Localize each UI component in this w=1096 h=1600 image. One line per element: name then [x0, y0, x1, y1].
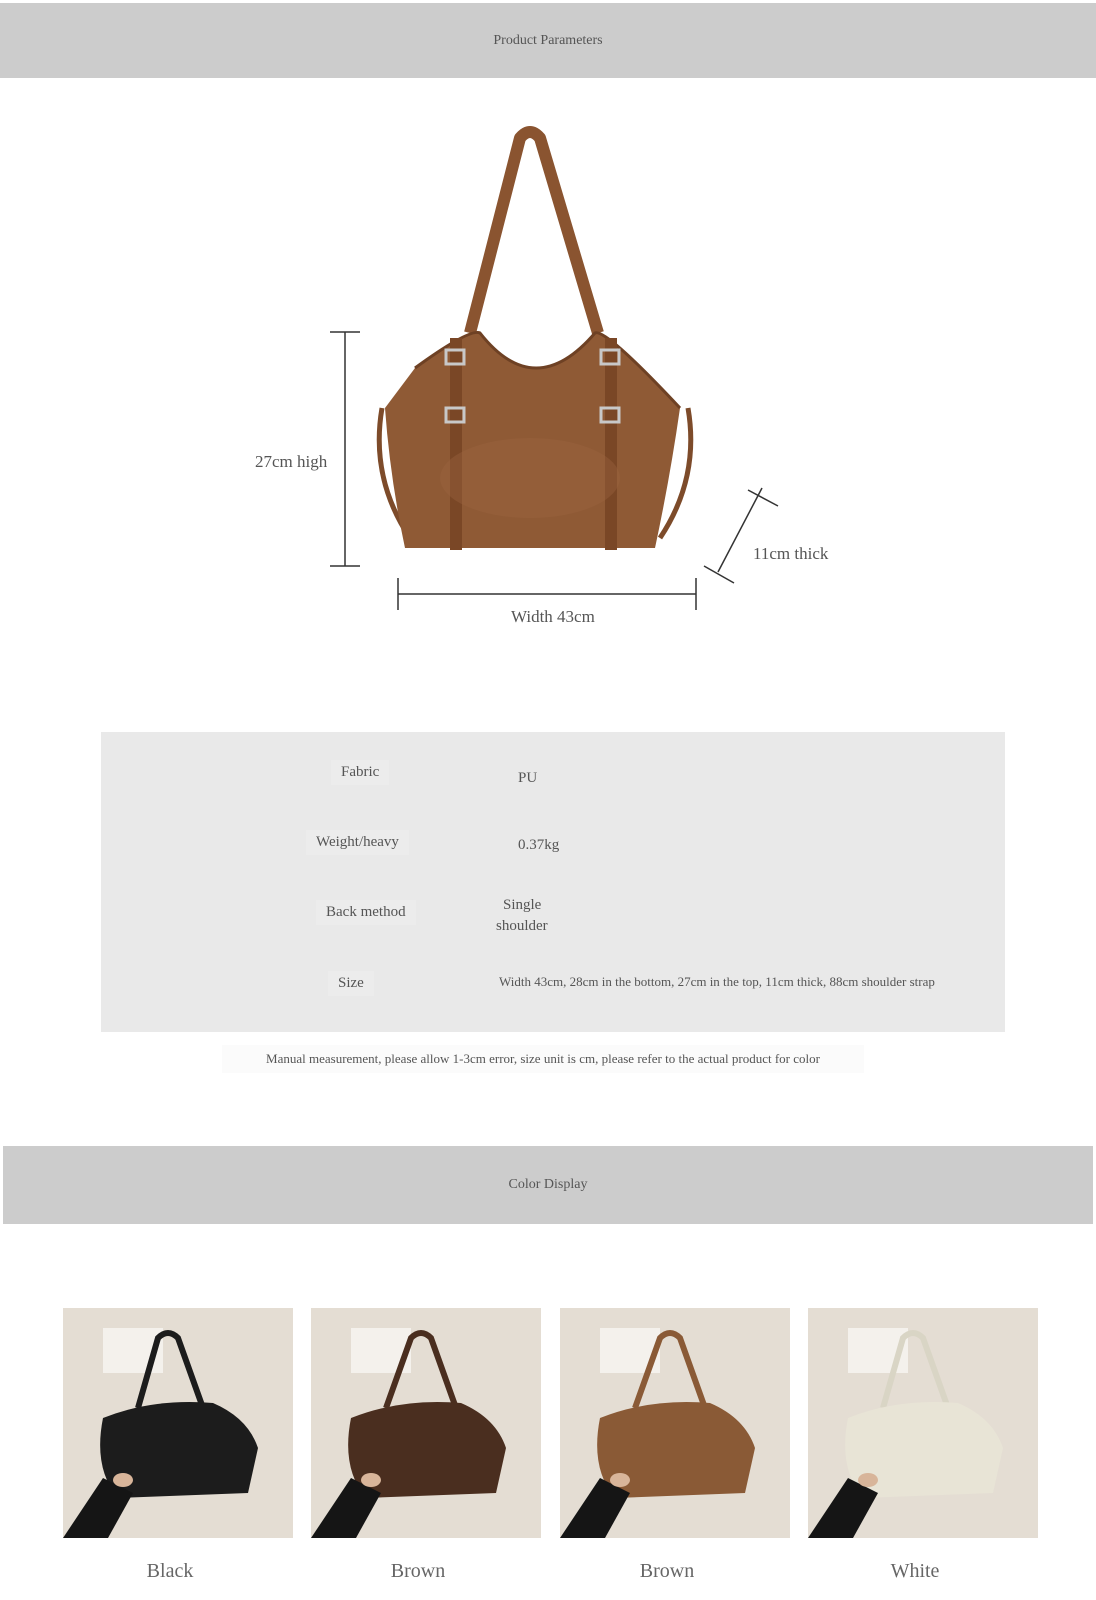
white-bag-image [808, 1308, 1038, 1538]
brown-bag-image [560, 1308, 790, 1538]
color-label-black: Black [146, 1560, 194, 1582]
color-label-white: White [890, 1560, 940, 1582]
back-method-label: Back method [316, 900, 416, 925]
fabric-value: PU [518, 770, 538, 786]
color-display-title: Color Display [508, 1177, 588, 1192]
color-label-dark-brown: Brown [390, 1560, 446, 1582]
black-bag-image [63, 1308, 293, 1538]
color-swatch-black[interactable] [63, 1308, 293, 1538]
color-swatch-dark-brown[interactable] [311, 1308, 541, 1538]
color-label-brown: Brown [639, 1560, 695, 1582]
color-display-banner [3, 1146, 1093, 1224]
weight-label: Weight/heavy [306, 830, 409, 855]
back-method-value-line2: shoulder [496, 918, 548, 934]
back-method-value-line1: Single [503, 897, 542, 913]
product-parameters-title: Product Parameters [493, 32, 603, 48]
dimension-lines [0, 0, 1096, 700]
fabric-label: Fabric [331, 760, 389, 785]
color-swatch-white[interactable] [808, 1308, 1038, 1538]
size-label: Size [328, 971, 374, 996]
thickness-label: 11cm thick [753, 544, 829, 563]
dark-brown-bag-image [311, 1308, 541, 1538]
measurement-note: Manual measurement, please allow 1-3cm error, size unit is cm, please refer to the actual product for color [222, 1045, 864, 1073]
color-swatch-brown[interactable] [560, 1308, 790, 1538]
size-value: Width 43cm, 28cm in the bottom, 27cm in the top, 11cm thick, 88cm shoulder strap [499, 974, 935, 989]
height-label: 27cm high [255, 452, 328, 471]
width-label: Width 43cm [511, 607, 595, 626]
weight-value: 0.37kg [518, 837, 560, 853]
